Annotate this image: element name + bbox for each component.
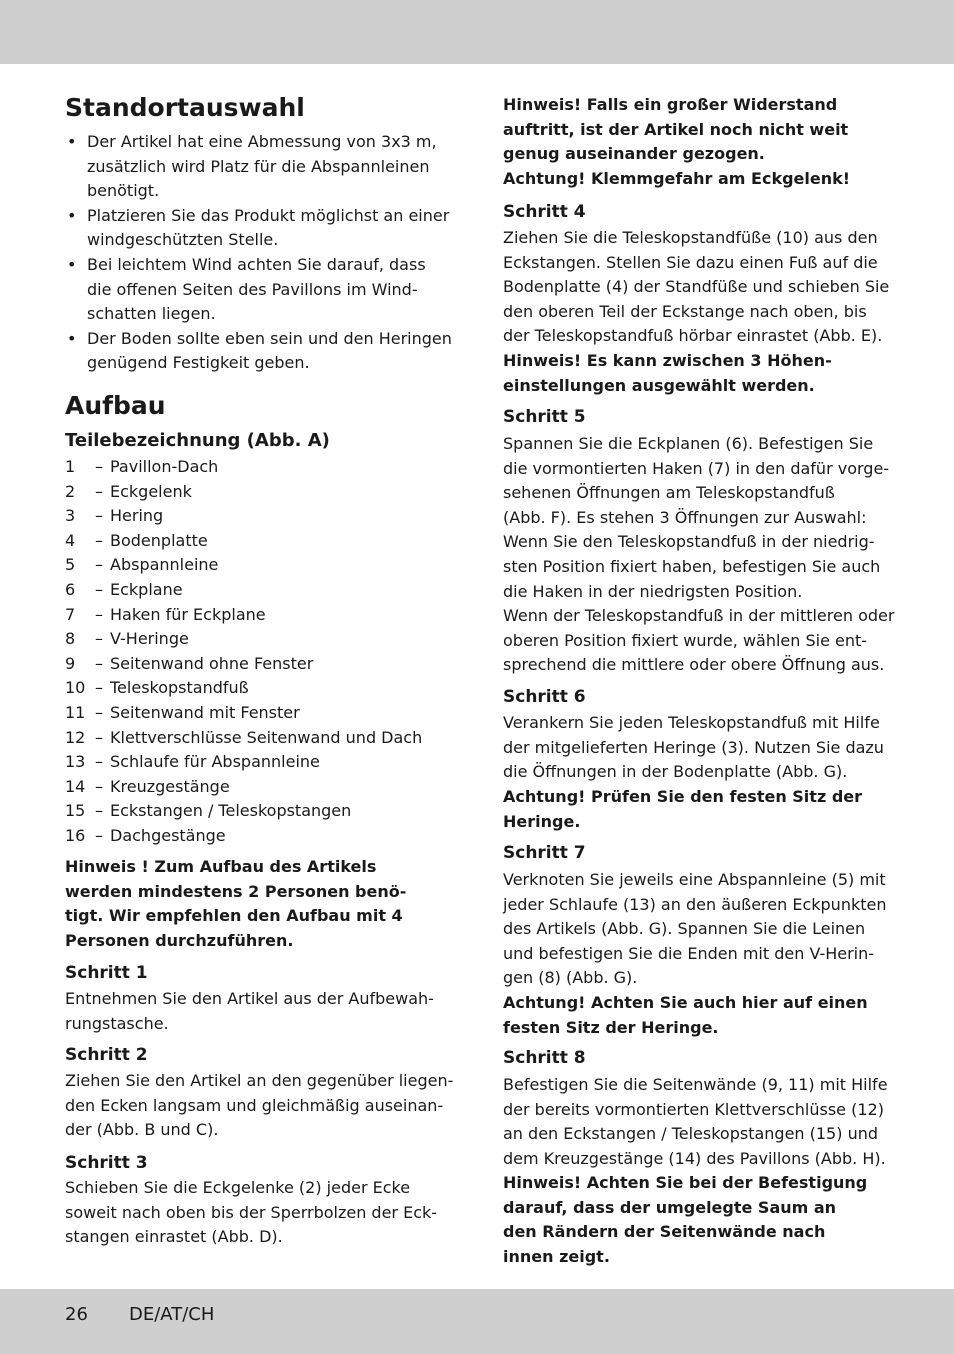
- part-number: 1: [65, 457, 76, 476]
- step-6-text: Verankern Sie jeden Teleskopstandfuß mit Hilfe der mitgelieferten Heringe (3). Nutzen Sie dazu die Öffnungen in der Bodenplatte (Abb. G).: [503, 713, 884, 782]
- list-item: [65, 750, 460, 775]
- part-number: 14: [65, 776, 86, 796]
- dash-separator: –: [95, 481, 103, 501]
- list-item: [65, 603, 460, 628]
- header-band: [0, 0, 954, 64]
- list-item: [65, 578, 460, 603]
- list-item: • Bei leichtem Wind achten Sie darauf, dass die offenen Seiten des Pavillons im Wind- schatten liegen.: [67, 254, 426, 324]
- part-name: Seitenwand ohne Fenster: [110, 653, 314, 673]
- step-5-text: Spannen Sie die Eckplanen (6). Befestigen Sie die vormontierten Haken (7) in den dafür vorge- sehenen Öffnungen am Teleskopstandfuß (Abb. F). Es stehen 3 Öffnungen zur Auswahl: Wenn Sie den Teleskopstandfuß in der niedrig- sten Position fixiert haben, befestigen Sie auch die Haken in der niedrigsten Position. Wenn der Teleskopstandfuß in der mittleren oder oberen Position fixiert wurde, wählen Sie ent- sprechend die mittlere oder obere Öffnung aus.: [503, 434, 895, 675]
- dash-separator: –: [95, 629, 103, 649]
- part-number: 3: [65, 506, 76, 526]
- standort-bullet-list: [65, 130, 460, 376]
- list-item: • Der Artikel hat eine Abmessung von 3x3 m, zusätzlich wird Platz für die Abspannleinen benötigt.: [67, 132, 437, 201]
- part-number: 9: [65, 653, 76, 673]
- step-7-note: Achtung! Achten Sie auch hier auf einen festen Sitz der Heringe.: [503, 993, 868, 1037]
- parts-list: [65, 455, 460, 849]
- dash-separator: –: [95, 752, 103, 772]
- step-4-title: Schritt 4: [503, 202, 586, 222]
- part-number: 11: [65, 702, 86, 722]
- list-item: [65, 529, 460, 554]
- step-4-note: Hinweis! Es kann zwischen 3 Höhen- einstellungen ausgewählt werden.: [503, 351, 832, 395]
- part-number: 15: [65, 801, 86, 821]
- part-name: Pavillon-Dach: [110, 457, 219, 476]
- step-8-text: Befestigen Sie die Seitenwände (9, 11) mit Hilfe der bereits vormontierten Klettverschlüsse (12) an den Eckstangen / Teleskopstangen (15) und dem Kreuzgestänge (14) des Pavillons (Abb. H).: [503, 1075, 888, 1168]
- step-7-text: Verknoten Sie jeweils eine Abspannleine (5) mit jeder Schlaufe (13) an den äußeren Eckpunkten des Artikels (Abb. G). Spannen Sie die Leinen und befestigen Sie die Enden mit den V-Herin- gen (8) (Abb. G).: [503, 870, 887, 988]
- list-item: [65, 553, 460, 578]
- part-name: Seitenwand mit Fenster: [110, 702, 300, 722]
- step-8-title: Schritt 8: [503, 1048, 586, 1068]
- part-name: Eckplane: [110, 579, 183, 599]
- part-number: 10: [65, 678, 86, 698]
- bullet-icon: •: [67, 254, 77, 274]
- dash-separator: –: [95, 678, 103, 698]
- parts-list-title: Teilebezeichnung (Abb. A): [65, 430, 330, 451]
- list-item: [65, 701, 460, 726]
- part-number: 7: [65, 604, 76, 624]
- step-6-title: Schritt 6: [503, 687, 586, 707]
- part-name: Klettverschlüsse Seitenwand und Dach: [110, 727, 423, 747]
- part-number: 13: [65, 752, 86, 772]
- dash-separator: –: [95, 530, 103, 550]
- step-4-text: Ziehen Sie die Teleskopstandfüße (10) aus den Eckstangen. Stellen Sie dazu einen Fuß auf die Bodenplatte (4) der Standfüße und schieben Sie den oberen Teil der Eckstange nach oben, bis der Teleskopstandfuß hörbar einrastet (Abb. E).: [503, 228, 890, 346]
- section-title-standortauswahl: Standortauswahl: [65, 93, 305, 122]
- list-item: [65, 775, 460, 800]
- list-item: [65, 799, 460, 824]
- step-2-text: Ziehen Sie den Artikel an den gegenüber liegen- den Ecken langsam und gleichmäßig auseinan- der (Abb. B und C).: [65, 1071, 454, 1140]
- dash-separator: –: [95, 801, 103, 821]
- dash-separator: –: [95, 457, 103, 476]
- dash-separator: –: [95, 825, 103, 845]
- list-item: [65, 627, 460, 652]
- list-item: [65, 676, 460, 701]
- part-number: 6: [65, 579, 76, 599]
- bullet-icon: •: [67, 205, 77, 225]
- part-number: 5: [65, 555, 76, 575]
- dash-separator: –: [95, 506, 103, 526]
- part-number: 8: [65, 629, 76, 649]
- step-2-title: Schritt 2: [65, 1045, 148, 1065]
- part-name: Hering: [110, 506, 164, 526]
- dash-separator: –: [95, 653, 103, 673]
- part-name: Abspannleine: [110, 555, 219, 575]
- list-item: • Platzieren Sie das Produkt möglichst an einer windgeschützten Stelle.: [67, 205, 450, 250]
- list-item: • Der Boden sollte eben sein und den Heringen genügend Festigkeit geben.: [67, 328, 452, 373]
- part-name: V-Heringe: [110, 629, 189, 649]
- section-title-aufbau: Aufbau: [65, 391, 166, 420]
- part-name: Kreuzgestänge: [110, 776, 230, 796]
- step-1-text: Entnehmen Sie den Artikel aus der Aufbewah- rungstasche.: [65, 989, 434, 1033]
- step-3-title: Schritt 3: [65, 1153, 148, 1173]
- step-6-note: Achtung! Prüfen Sie den festen Sitz der Heringe.: [503, 787, 863, 831]
- part-number: 12: [65, 727, 86, 747]
- dash-separator: –: [95, 579, 103, 599]
- dash-separator: –: [95, 604, 103, 624]
- page-number: 26: [65, 1304, 88, 1325]
- part-name: Eckstangen / Teleskopstangen: [110, 801, 352, 821]
- step-5-title: Schritt 5: [503, 407, 586, 427]
- step-1-title: Schritt 1: [65, 963, 148, 983]
- bullet-icon: •: [67, 328, 77, 348]
- step-3-text: Schieben Sie die Eckgelenke (2) jeder Ecke soweit nach oben bis der Sperrbolzen der Eck- stangen einrastet (Abb. D).: [65, 1178, 438, 1247]
- list-item: [65, 726, 460, 751]
- dash-separator: –: [95, 555, 103, 575]
- part-name: Dachgestänge: [110, 825, 226, 845]
- part-name: Eckgelenk: [110, 481, 192, 501]
- part-number: 2: [65, 481, 76, 501]
- dash-separator: –: [95, 702, 103, 722]
- list-item: [65, 824, 460, 849]
- resistance-note: Hinweis! Falls ein großer Widerstand auftritt, ist der Artikel noch nicht weit genug auseinander gezogen. Achtung! Klemmgefahr am Eckgelenk!: [503, 95, 851, 188]
- dash-separator: –: [95, 727, 103, 747]
- part-number: 16: [65, 825, 86, 845]
- list-item: [65, 652, 460, 677]
- part-number: 4: [65, 530, 76, 550]
- part-name: Teleskopstandfuß: [110, 678, 249, 698]
- list-item: [65, 455, 460, 480]
- step-8-note: Hinweis! Achten Sie bei der Befestigung darauf, dass der umgelegte Saum an den Rändern der Seitenwände nach innen zeigt.: [503, 1173, 868, 1266]
- part-name: Schlaufe für Abspannleine: [110, 752, 320, 772]
- part-name: Haken für Eckplane: [110, 604, 266, 624]
- list-item: [65, 504, 460, 529]
- region-label: DE/AT/CH: [129, 1304, 215, 1325]
- assembly-note: Hinweis ! Zum Aufbau des Artikels werden mindestens 2 Personen benö- tigt. Wir empfehlen den Aufbau mit 4 Personen durchzuführen.: [65, 857, 407, 950]
- part-name: Bodenplatte: [110, 530, 208, 550]
- list-item: [65, 480, 460, 505]
- dash-separator: –: [95, 776, 103, 796]
- bullet-icon: •: [67, 132, 77, 151]
- step-7-title: Schritt 7: [503, 843, 586, 863]
